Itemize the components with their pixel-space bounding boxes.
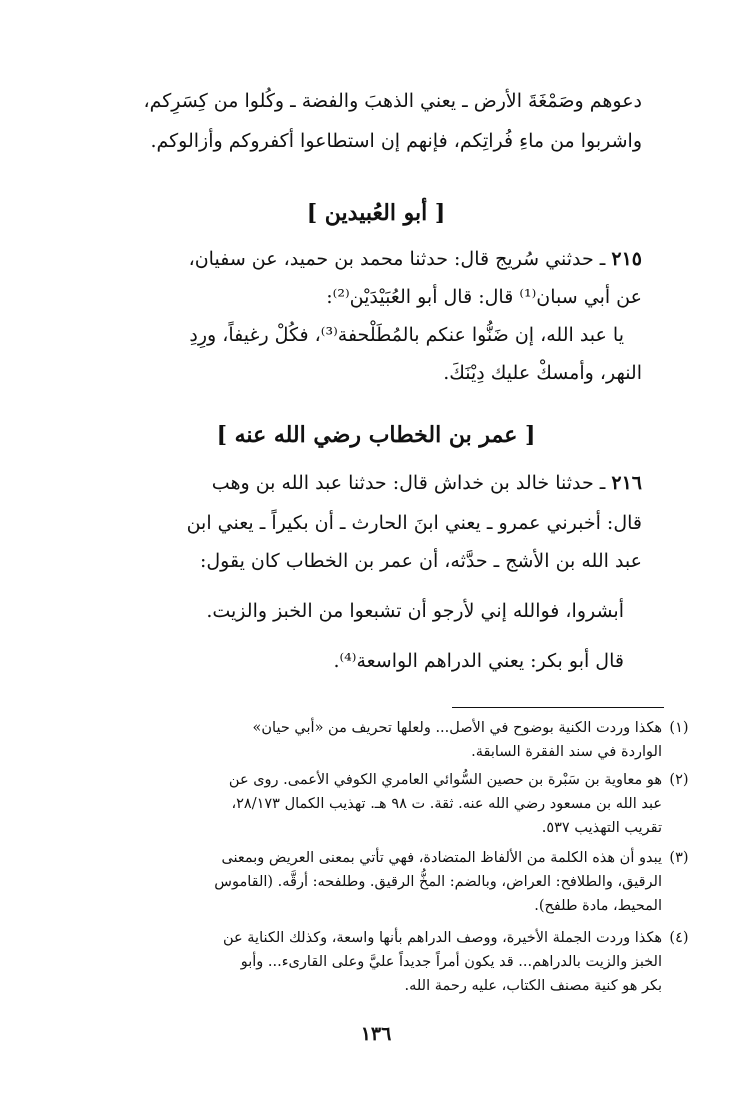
footnote-line: تقريب التهذيب ٥٣٧. [541, 820, 662, 836]
section-heading: [ عمر بن الخطاب رضي الله عنه ] [216, 422, 536, 448]
text-line: قال أبو بكر: يعني الدراهم الواسعة⁽⁴⁾. [333, 650, 624, 672]
footnote-line: الواردة في سند الفقرة السابقة. [471, 744, 662, 760]
paragraph-216-line [60, 468, 642, 498]
footnote-line: يبدو أن هذه الكلمة من الألفاظ المتضادة، فهي تأتي بمعنى العريض وبمعنى [221, 850, 662, 866]
paragraph-text: ـ حدثني سُريج قال: حدثنا محمد بن حميد، عن سفيان، [188, 248, 606, 270]
text-line: عن أبي سبان⁽¹⁾ قال: قال أبو العُبَيْدَيْن⁽²⁾: [326, 286, 642, 308]
footnote-separator [452, 707, 664, 708]
paragraph-number: ٢١٥ [611, 248, 642, 270]
paragraph-number: ٢١٦ [611, 472, 642, 494]
footnote [80, 716, 689, 764]
footnote [80, 846, 689, 918]
text-line: قال: أخبرني عمرو ـ يعني ابنَ الحارث ـ أن بكيراً ـ يعني ابن [186, 512, 642, 534]
text-line: عبد الله بن الأشج ـ حدَّثه، أن عمر بن الخطاب كان يقول: [199, 550, 642, 572]
paragraph-text: ـ حدثنا خالد بن خداش قال: حدثنا عبد الله بن وهب [211, 472, 606, 494]
footnote-line: هكذا وردت الجملة الأخيرة، ووصف الدراهم بأنها واسعة، وكذلك الكناية عن [222, 930, 662, 946]
footnote [80, 926, 689, 998]
footnote-number: (١) [669, 720, 689, 736]
footnote-line: المحيط، مادة طلفح). [534, 898, 662, 914]
footnote-line: هو معاوية بن سَبْرة بن حصين السُّوائي العامري الكوفي الأعمى. روى عن [228, 772, 662, 788]
footnote [80, 768, 689, 840]
footnote-number: (٣) [669, 850, 689, 866]
text-line: واشربوا من ماءِ فُراتِكم، فإنهم إن استطاعوا أكفروكم وأزالوكم. [150, 130, 642, 152]
footnote-line: هكذا وردت الكنية بوضوح في الأصل... ولعلها تحريف من «أبي حيان» [252, 720, 662, 736]
text-line: يا عبد الله، إن ضَنُّوا عنكم بالمُطَلْحفة⁽³⁾، فكُلْ رغيفاً، ورِدِ [189, 324, 624, 346]
text-line: دعوهم وصَمْغَةَ الأرض ـ يعني الذهبَ والفضة ـ وكُلوا من كِسَرِكم، [143, 90, 642, 112]
text-line: النهر، وأمسكْ عليك دِيْنَكَ. [443, 362, 642, 384]
footnote-line: الخبز والزيت بالدراهم... قد يكون أمراً جديداً عليَّ وعلى القارىء... وأبو [240, 954, 662, 970]
text-line: أبشروا، فوالله إني لأرجو أن تشبعوا من الخبز والزيت. [206, 600, 624, 622]
footnote-line: الرقيق، والطلافح: العراض، وبالضم: المخُّ الرقيق. وطلفحه: أرقَّه. (القاموس [214, 874, 662, 890]
footnote-line: بكر هو كنية مصنف الكتاب، عليه رحمة الله. [404, 978, 662, 994]
footnote-number: (٢) [669, 772, 689, 788]
page-number: ١٣٦ [360, 1023, 392, 1045]
paragraph-215-line [60, 244, 642, 274]
footnote-line: عبد الله بن مسعود رضي الله عنه. ثقة. ت ٩٨ هـ. تهذيب الكمال ٢٨/١٧٣، [231, 796, 662, 812]
footnote-number: (٤) [669, 930, 689, 946]
section-heading: [ أبو العُبيدين ] [306, 200, 446, 226]
